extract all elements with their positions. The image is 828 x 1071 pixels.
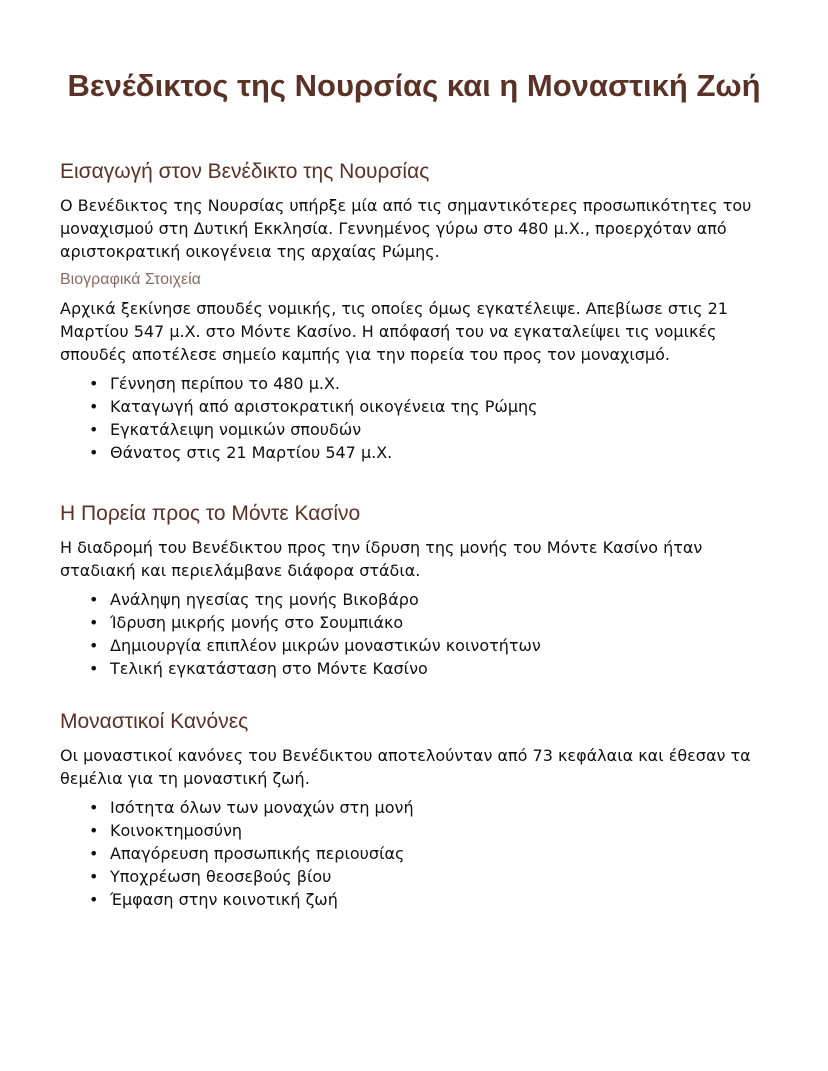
section-paragraph: Η διαδρομή του Βενέδικτου προς την ίδρυση της μονής του Μόντε Κασίνο ήταν σταδιακή και περιελάμβανε διάφορα στάδια.	[60, 538, 703, 580]
section-monastic-rules	[60, 708, 768, 911]
section-path-to-monte-cassino	[60, 500, 768, 680]
bullet-list	[60, 588, 768, 680]
section-introduction	[60, 158, 768, 464]
list-item: • Έμφαση στην κοινοτική ζωή	[110, 888, 768, 911]
bullet-list	[60, 372, 768, 464]
subsection-heading: Βιογραφικά Στοιχεία	[60, 271, 201, 288]
section-paragraph: Οι μοναστικοί κανόνες του Βενέδικτου αποτελούνταν από 73 κεφάλαια και έθεσαν τα θεμέλια για τη μοναστική ζωή.	[60, 746, 751, 788]
list-item: • Δημιουργία επιπλέον μικρών μοναστικών κοινοτήτων	[110, 634, 768, 657]
list-item: • Τελική εγκατάσταση στο Μόντε Κασίνο	[110, 657, 768, 680]
section-heading: Εισαγωγή στον Βενέδικτο της Νουρσίας	[60, 160, 430, 183]
list-item: • Ανάληψη ηγεσίας της μονής Βικοβάρο	[110, 588, 768, 611]
list-item: • Θάνατος στις 21 Μαρτίου 547 μ.Χ.	[110, 441, 768, 464]
section-paragraph: Ο Βενέδικτος της Νουρσίας υπήρξε μία από τις σημαντικότερες προσωπικότητες του μοναχισμού στη Δυτική Εκκλησία. Γεννημένος γύρω στο 480 μ.Χ., προερχόταν από αριστοκρατική οικογένεια της αρχαίας Ρώμης.	[60, 196, 752, 261]
section-heading: Μοναστικοί Κανόνες	[60, 710, 249, 733]
list-item: • Κοινοκτημοσύνη	[110, 819, 768, 842]
section-heading: Η Πορεία προς το Μόντε Κασίνο	[60, 502, 361, 525]
list-item: • Ισότητα όλων των μοναχών στη μονή	[110, 796, 768, 819]
list-item: • Ίδρυση μικρής μονής στο Σουμπιάκο	[110, 611, 768, 634]
list-item: • Εγκατάλειψη νομικών σπουδών	[110, 418, 768, 441]
subsection-paragraph: Αρχικά ξεκίνησε σπουδές νομικής, τις οποίες όμως εγκατέλειψε. Απεβίωσε στις 21 Μαρτίου 547 μ.Χ. στο Μόντε Κασίνο. Η απόφασή του να εγκαταλείψει τις νομικές σπουδές αποτέλεσε σημείο καμπής για την πορεία του προς τον μοναχισμό.	[60, 299, 728, 364]
list-item: • Υποχρέωση θεοσεβούς βίου	[110, 865, 768, 888]
list-item: • Γέννηση περίπου το 480 μ.Χ.	[110, 372, 768, 395]
bullet-list	[60, 796, 768, 911]
list-item: • Καταγωγή από αριστοκρατική οικογένεια της Ρώμης	[110, 395, 768, 418]
document-title: Βενέδικτος της Νουρσίας και η Μοναστική Ζωή	[67, 68, 761, 103]
list-item: • Απαγόρευση προσωπικής περιουσίας	[110, 842, 768, 865]
